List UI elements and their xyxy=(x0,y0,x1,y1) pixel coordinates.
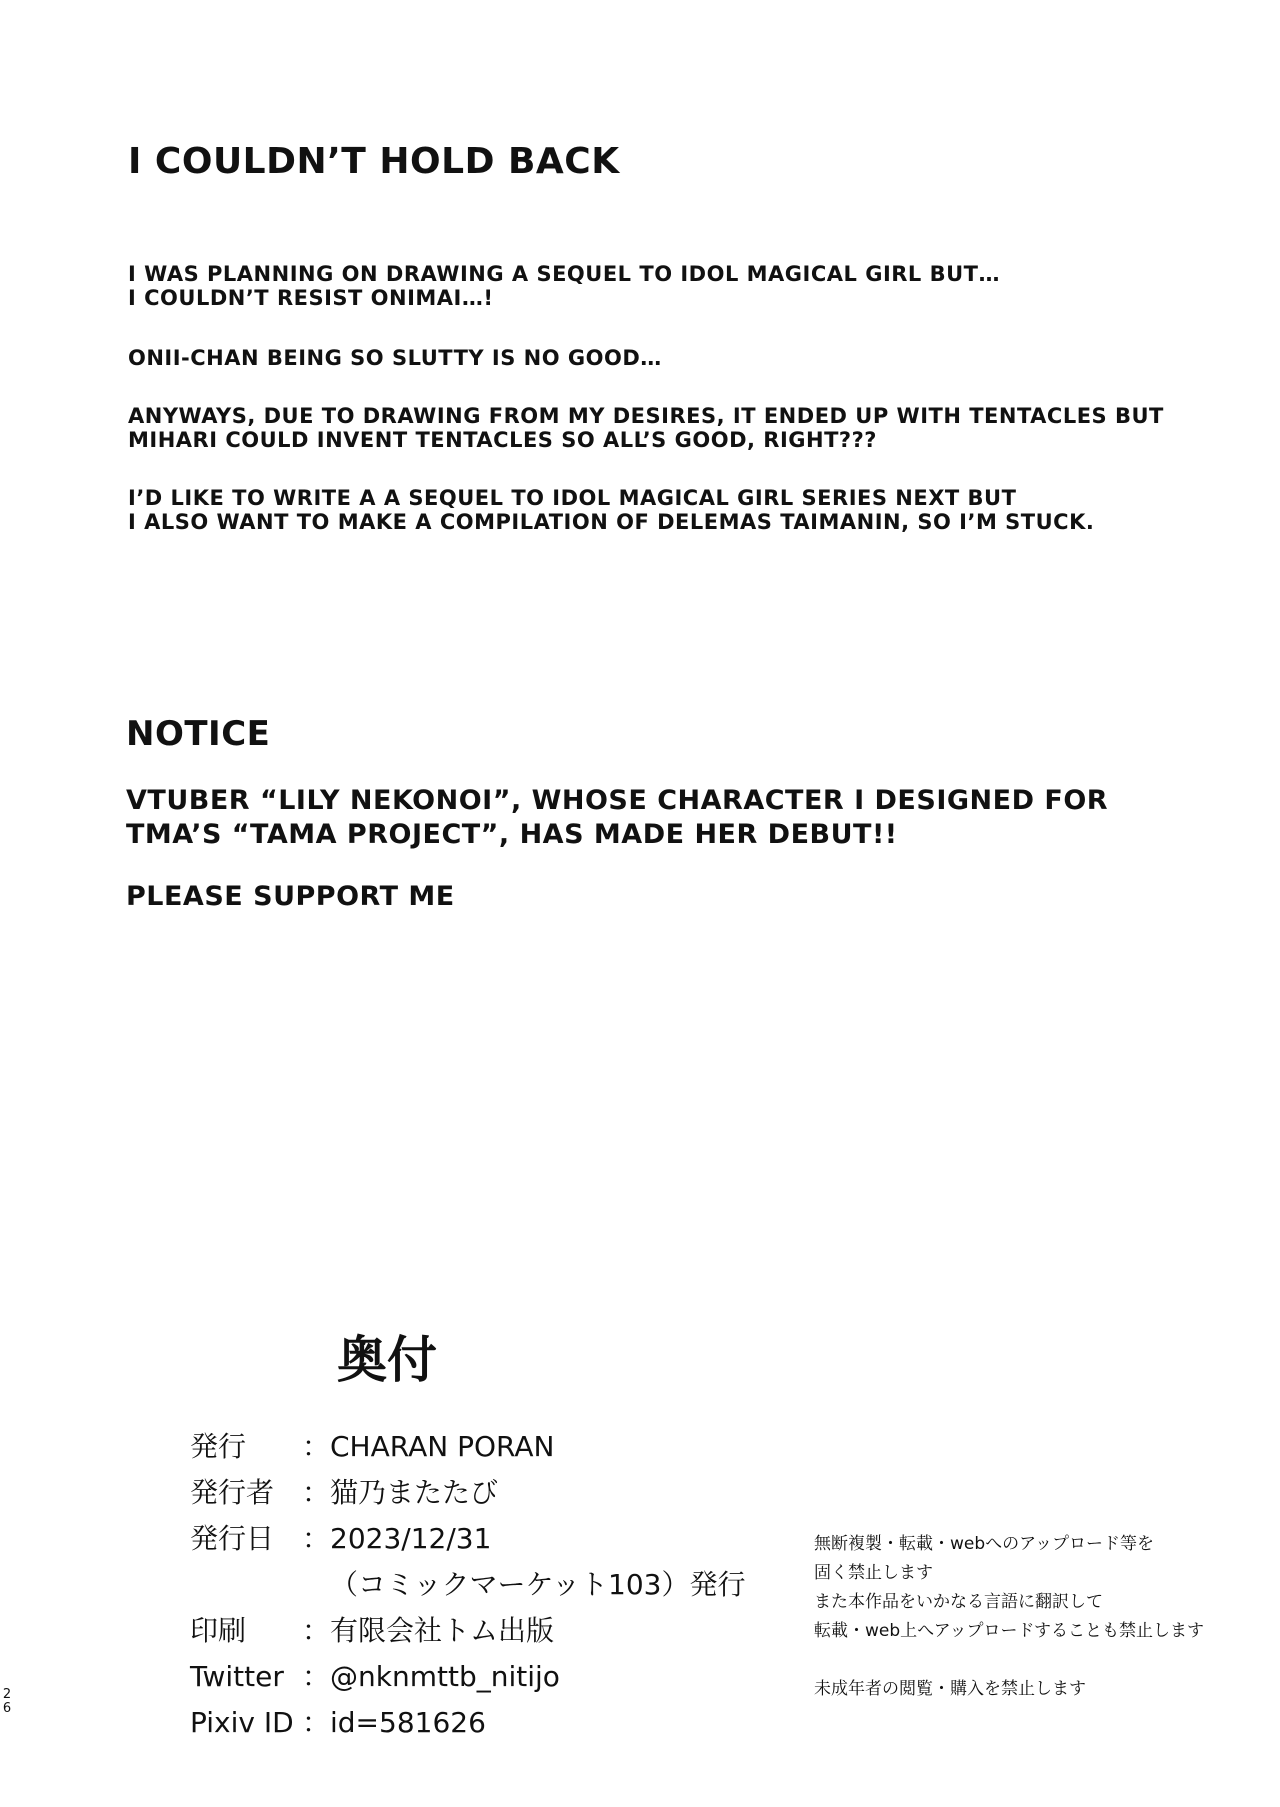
colophon-separator xyxy=(302,1562,330,1608)
legal-line: 固く禁止します xyxy=(814,1563,933,1583)
text-line: I ALSO WANT TO MAKE A COMPILATION OF DELEMAS TAIMANIN, SO I’M STUCK. xyxy=(128,510,1095,534)
colophon-key: 発行 xyxy=(190,1430,247,1463)
colophon-row-printer xyxy=(190,1608,746,1654)
text-line: MIHARI COULD INVENT TENTACLES SO ALL’S GOOD, RIGHT??? xyxy=(128,428,877,452)
text-line: I WAS PLANNING ON DRAWING A SEQUEL TO IDOL MAGICAL GIRL BUT… xyxy=(128,262,1000,286)
legal-line: 転載・web上へアップロードすることも禁止します xyxy=(814,1621,1204,1641)
colophon-table xyxy=(190,1424,746,1746)
colophon-row-pixiv xyxy=(190,1700,746,1746)
colophon-key xyxy=(190,1562,302,1608)
legal-notice xyxy=(814,1530,1204,1704)
colophon-key: Twitter xyxy=(190,1660,284,1693)
colophon-separator: ： xyxy=(302,1430,331,1463)
colophon-key: 発行日 xyxy=(190,1522,275,1555)
colophon-row-author xyxy=(190,1470,746,1516)
colophon-key: Pixiv ID xyxy=(190,1706,294,1739)
colophon-separator: ： xyxy=(302,1522,331,1555)
spacer xyxy=(814,1646,1204,1675)
colophon-value: 2023/12/31 xyxy=(330,1522,492,1555)
colophon-value: （コミックマーケット103）発行 xyxy=(330,1568,746,1601)
colophon-value: id=581626 xyxy=(330,1706,486,1739)
colophon-key: 印刷 xyxy=(190,1614,247,1647)
text-line: I’D LIKE TO WRITE A A SEQUEL TO IDOL MAGICAL GIRL SERIES NEXT BUT xyxy=(128,486,1017,510)
colophon-value: 猫乃またたび xyxy=(330,1476,499,1509)
colophon-row-publisher xyxy=(190,1424,746,1470)
afterword-paragraph-1 xyxy=(128,262,1000,310)
page-number-digit: 2 xyxy=(2,1687,12,1702)
colophon-separator: ： xyxy=(302,1706,331,1739)
text-line: VTUBER “LILY NEKONOI”, WHOSE CHARACTER I DESIGNED FOR xyxy=(126,785,1109,816)
notice-support: PLEASE SUPPORT ME xyxy=(126,881,455,912)
colophon-separator: ： xyxy=(302,1476,331,1509)
colophon-separator: ： xyxy=(302,1614,331,1647)
colophon-title: 奥付 xyxy=(337,1331,437,1389)
afterword-paragraph-2 xyxy=(128,346,662,370)
colophon-separator: ： xyxy=(302,1660,331,1693)
colophon-row-event xyxy=(190,1562,746,1608)
afterword-title: I COULDN’T HOLD BACK xyxy=(128,141,620,182)
colophon-row-twitter xyxy=(190,1654,746,1700)
legal-line: 無断複製・転載・webへのアップロード等を xyxy=(814,1534,1154,1554)
afterword-paragraph-3 xyxy=(128,404,1164,452)
afterword-paragraph-4 xyxy=(128,486,1094,534)
text-line: I COULDN’T RESIST ONIMAI…! xyxy=(128,286,494,310)
colophon-value: @nknmttb_nitijo xyxy=(330,1660,560,1693)
colophon-value: CHARAN PORAN xyxy=(330,1430,555,1463)
legal-minors-line: 未成年者の閲覧・購入を禁止します xyxy=(814,1679,1086,1699)
colophon-row-date xyxy=(190,1516,746,1562)
page-number xyxy=(2,1688,12,1716)
notice-body xyxy=(126,784,1108,852)
text-line: TMA’S “TAMA PROJECT”, HAS MADE HER DEBUT!! xyxy=(126,819,898,850)
notice-title: NOTICE xyxy=(126,714,271,754)
text-line: ANYWAYS, DUE TO DRAWING FROM MY DESIRES, IT ENDED UP WITH TENTACLES BUT xyxy=(128,404,1164,428)
colophon-key: 発行者 xyxy=(190,1476,275,1509)
page-number-digit: 6 xyxy=(2,1701,12,1716)
legal-line: また本作品をいかなる言語に翻訳して xyxy=(814,1592,1103,1612)
text-line: ONII-CHAN BEING SO SLUTTY IS NO GOOD… xyxy=(128,346,662,370)
colophon-value: 有限会社トム出版 xyxy=(330,1614,555,1647)
